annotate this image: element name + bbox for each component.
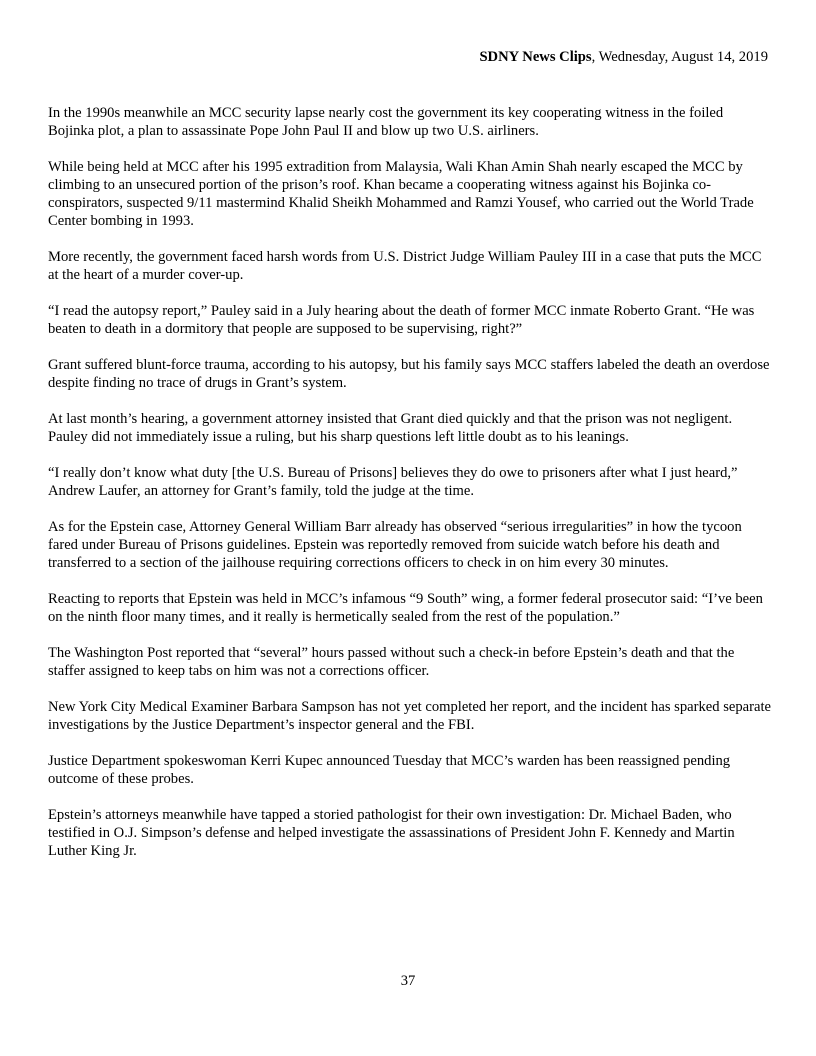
paragraph: Reacting to reports that Epstein was held in MCC’s infamous “9 South” wing, a former federal prosecutor said: “I’ve been on the ninth floor many times, and it really is hermetically sealed from the rest of the population.” <box>48 591 763 625</box>
paragraph: The Washington Post reported that “several” hours passed without such a check-in before Epstein’s death and that the staffer assigned to keep tabs on him was not a corrections officer. <box>48 645 735 679</box>
paragraph: New York City Medical Examiner Barbara Sampson has not yet completed her report, and the incident has sparked separate investigations by the Justice Department’s inspector general and the FBI. <box>48 699 771 733</box>
publication-name: SDNY News Clips <box>479 49 592 65</box>
publication-date: Wednesday, August 14, 2019 <box>598 49 768 65</box>
header-separator: , <box>591 49 599 65</box>
paragraph: While being held at MCC after his 1995 extradition from Malaysia, Wali Khan Amin Shah nearly escaped the MCC by climbing to an unsecured portion of the prison’s roof. Khan became a cooperating witness against his Bojinka co-conspirators, suspected 9/11 mastermind Khalid Sheikh Mohammed and Ramzi Yousef, who carried out the World Trade Center bombing in 1993. <box>48 159 754 229</box>
article-body <box>48 104 773 878</box>
paragraph: More recently, the government faced harsh words from U.S. District Judge William Pauley III in a case that puts the MCC at the heart of a murder cover-up. <box>48 249 762 283</box>
paragraph: Epstein’s attorneys meanwhile have tapped a storied pathologist for their own investigation: Dr. Michael Baden, who testified in O.J. Simpson’s defense and helped investigate the assassinations of President John F. Kennedy and Martin Luther King Jr. <box>48 807 735 859</box>
paragraph: At last month’s hearing, a government attorney insisted that Grant died quickly and that the prison was not negligent. Pauley did not immediately issue a ruling, but his sharp questions left little doubt as to his leanings. <box>48 411 733 445</box>
page-header <box>479 48 768 66</box>
paragraph: As for the Epstein case, Attorney General William Barr already has observed “serious irregularities” in how the tycoon fared under Bureau of Prisons guidelines. Epstein was reportedly removed from suicide watch before his death and transferred to a section of the jailhouse requiring corrections officers to check in on him every 30 minutes. <box>48 519 742 571</box>
paragraph: “I read the autopsy report,” Pauley said in a July hearing about the death of former MCC inmate Roberto Grant. “He was beaten to death in a dormitory that people are supposed to be supervising, right?” <box>48 303 755 337</box>
page-number: 37 <box>400 973 416 989</box>
paragraph: Grant suffered blunt-force trauma, according to his autopsy, but his family says MCC staffers labeled the death an overdose despite finding no trace of drugs in Grant’s system. <box>48 357 770 391</box>
paragraph: Justice Department spokeswoman Kerri Kupec announced Tuesday that MCC’s warden has been reassigned pending outcome of these probes. <box>48 753 731 787</box>
paragraph: “I really don’t know what duty [the U.S. Bureau of Prisons] believes they do owe to prisoners after what I just heard,” Andrew Laufer, an attorney for Grant’s family, told the judge at the time. <box>48 465 738 499</box>
paragraph: In the 1990s meanwhile an MCC security lapse nearly cost the government its key cooperating witness in the foiled Bojinka plot, a plan to assassinate Pope John Paul II and blow up two U.S. airliners. <box>48 105 724 139</box>
